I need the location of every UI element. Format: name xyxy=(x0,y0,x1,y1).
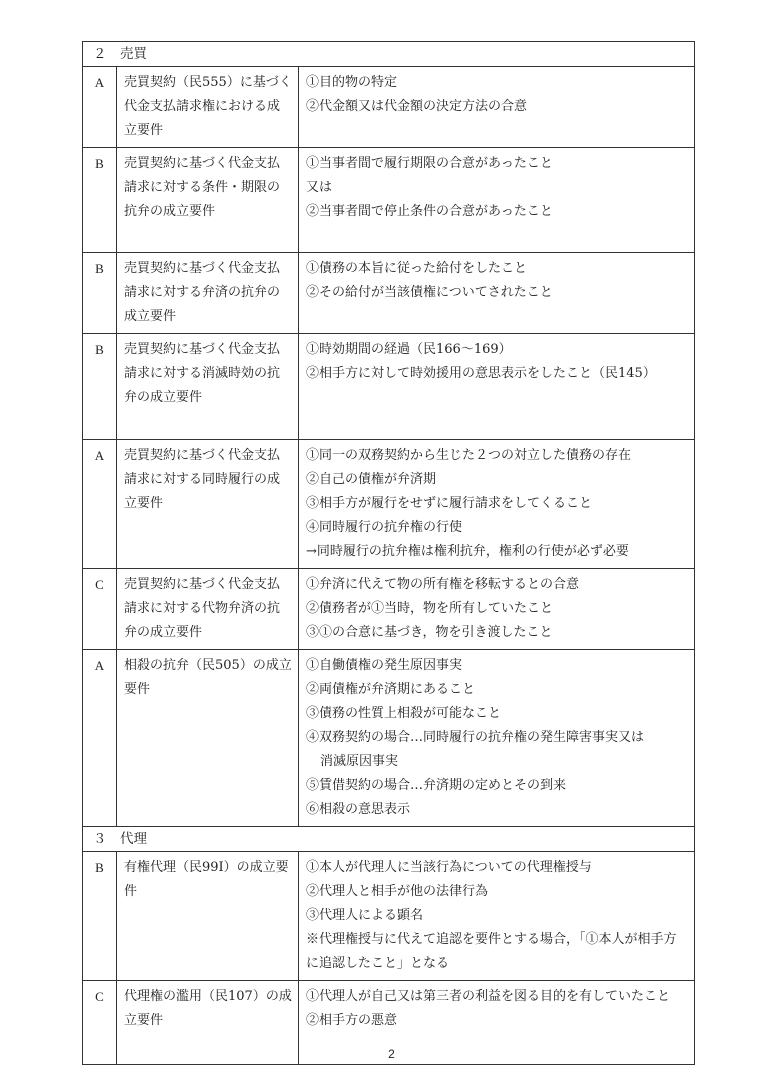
requirement-item: →同時履行の抗弁権は権利抗弁，権利の行使が必ず必要 xyxy=(306,544,629,559)
table-row xyxy=(83,569,695,650)
table-row xyxy=(83,253,695,334)
subject-cell: 代理権の濫用（民107）の成立要件 xyxy=(117,981,299,1065)
requirement-item: ②相手方の悪意 xyxy=(306,1013,398,1028)
requirement-item: ②代金額又は代金額の決定方法の合意 xyxy=(306,99,528,114)
table-row xyxy=(83,334,695,440)
subject-cell: 売買契約（民555）に基づく代金支払請求権における成立要件 xyxy=(117,67,299,148)
grade-cell: A xyxy=(83,67,117,148)
requirements-cell xyxy=(299,852,695,981)
subject-cell: 売買契約に基づく代金支払請求に対する消滅時効の抗弁の成立要件 xyxy=(117,334,299,440)
table-row xyxy=(83,650,695,827)
grade-cell: A xyxy=(83,650,117,827)
table-row xyxy=(83,67,695,148)
requirement-item: ①目的物の特定 xyxy=(306,75,398,90)
requirement-item: 又は xyxy=(306,180,333,195)
grade-cell: B xyxy=(83,253,117,334)
requirement-item: ③債務の性質上相殺が可能なこと xyxy=(306,706,502,721)
requirement-item: ①弁済に代えて物の所有権を移転するとの合意 xyxy=(306,577,580,592)
grade-cell: B xyxy=(83,852,117,981)
requirement-item: ①同一の双務契約から生じた２つの対立した債務の存在 xyxy=(306,448,632,463)
subject-cell: 売買契約に基づく代金支払請求に対する同時履行の成立要件 xyxy=(117,440,299,569)
requirement-item: ③①の合意に基づき，物を引き渡したこと xyxy=(306,625,553,640)
requirements-table xyxy=(82,41,695,1065)
table-row xyxy=(83,148,695,253)
table-row xyxy=(83,440,695,569)
requirement-item: ②当事者間で停止条件の合意があったこと xyxy=(306,204,553,219)
section-header-row xyxy=(83,827,695,852)
section-header-row xyxy=(83,42,695,67)
requirement-item: ③相手方が履行をせずに履行請求をしてくること xyxy=(306,496,593,511)
requirement-item: ①債務の本旨に従った給付をしたこと xyxy=(306,261,528,276)
requirement-item: ②自己の債権が弁済期 xyxy=(306,472,437,487)
table-row xyxy=(83,852,695,981)
subject-cell: 売買契約に基づく代金支払請求に対する弁済の抗弁の成立要件 xyxy=(117,253,299,334)
grade-cell: C xyxy=(83,981,117,1065)
requirements-cell xyxy=(299,440,695,569)
grade-cell: B xyxy=(83,148,117,253)
requirement-item: ②債務者が①当時，物を所有していたこと xyxy=(306,601,554,616)
requirement-item: ※代理権授与に代えて追認を要件とする場合，「①本人が相手方に追認したこと」となる xyxy=(306,932,677,971)
grade-cell: C xyxy=(83,569,117,650)
grade-cell: A xyxy=(83,440,117,569)
requirement-item: ④同時履行の抗弁権の行使 xyxy=(306,520,463,535)
page-number: 2 xyxy=(388,1047,395,1061)
section-heading: ２ 売買 xyxy=(83,42,695,67)
requirement-item: ⑤賃借契約の場合…弁済期の定めとその到来 xyxy=(306,778,567,793)
requirement-item: ⑥相殺の意思表示 xyxy=(306,802,411,817)
subject-cell: 売買契約に基づく代金支払請求に対する条件・期限の抗弁の成立要件 xyxy=(117,148,299,253)
requirement-item: 消滅原因事実 xyxy=(320,754,399,769)
requirements-cell xyxy=(299,650,695,827)
subject-cell: 相殺の抗弁（民505）の成立要件 xyxy=(117,650,299,827)
subject-cell: 有権代理（民99Ⅰ）の成立要件 xyxy=(117,852,299,981)
requirements-cell xyxy=(299,148,695,253)
requirement-item: ②その給付が当該債権についてされたこと xyxy=(306,285,553,300)
requirement-item: ②代理人と相手が他の法律行為 xyxy=(306,884,489,899)
grade-cell: B xyxy=(83,334,117,440)
requirement-item: ①本人が代理人に当該行為についての代理権授与 xyxy=(306,860,592,875)
requirement-item: ①時効期間の経過（民166～169） xyxy=(306,342,512,357)
requirement-item: ②相手方に対して時効援用の意思表示をしたこと（民145） xyxy=(306,366,656,381)
requirement-item: ①代理人が自己又は第三者の利益を図る目的を有していたこと xyxy=(306,989,671,1004)
requirement-item: ③代理人による顕名 xyxy=(306,908,424,923)
subject-cell: 売買契約に基づく代金支払請求に対する代物弁済の抗弁の成立要件 xyxy=(117,569,299,650)
requirement-item: ①当事者間で履行期限の合意があったこと xyxy=(306,156,553,171)
requirements-cell xyxy=(299,334,695,440)
requirement-item: ②両債権が弁済期にあること xyxy=(306,682,476,697)
requirements-cell xyxy=(299,67,695,148)
section-heading: ３ 代理 xyxy=(83,827,695,852)
requirement-item: ④双務契約の場合…同時履行の抗弁権の発生障害事実又は xyxy=(306,730,645,745)
requirements-cell xyxy=(299,569,695,650)
requirement-item: ①自働債権の発生原因事実 xyxy=(306,658,463,673)
requirements-cell xyxy=(299,253,695,334)
